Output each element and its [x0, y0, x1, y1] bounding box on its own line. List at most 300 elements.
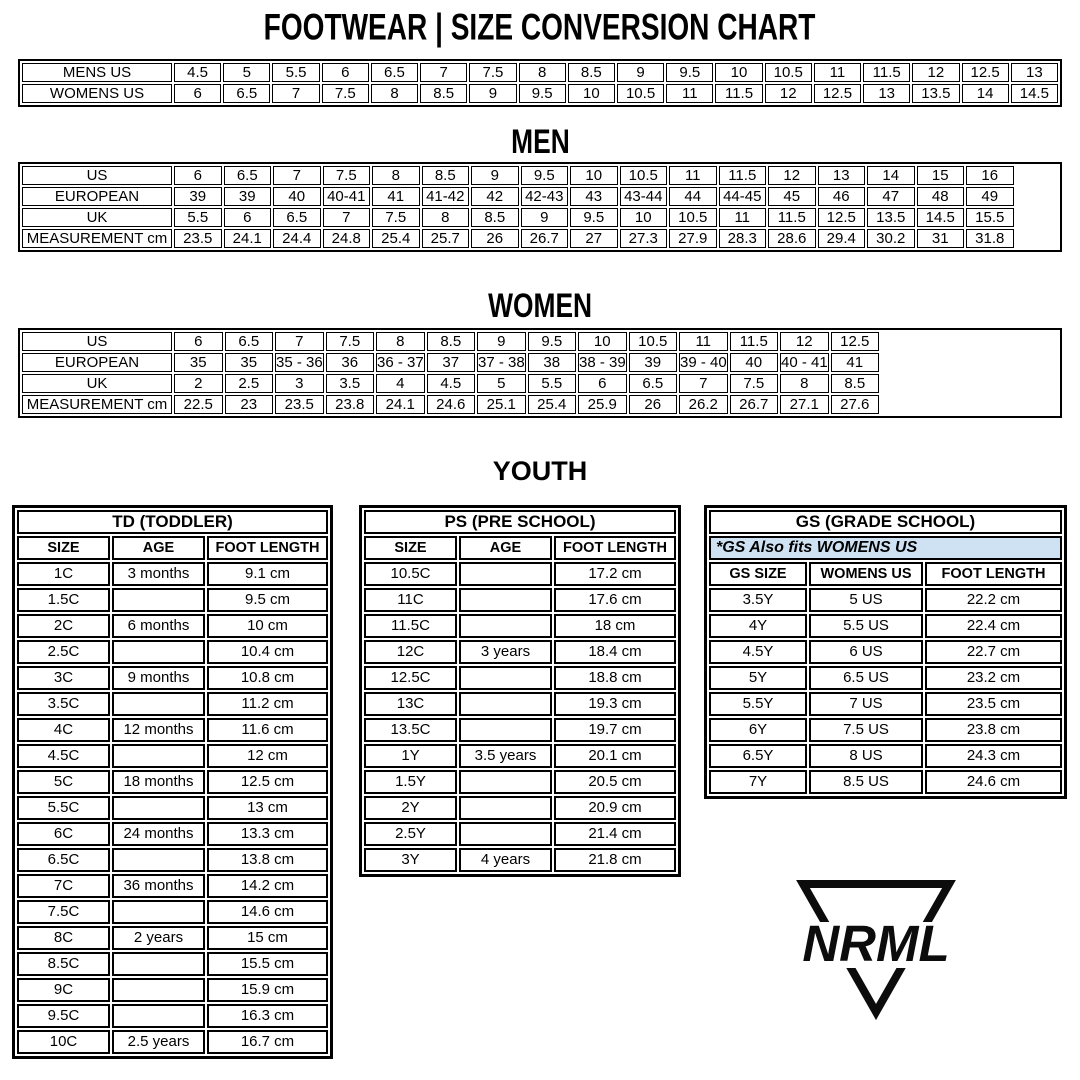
row-label: WOMENS US: [22, 84, 172, 103]
column-header: AGE: [112, 536, 205, 560]
size-value-cell: 42-43: [521, 187, 569, 206]
column-header: FOOT LENGTH: [554, 536, 676, 560]
size-value-cell: 23.8: [326, 395, 375, 414]
nrml-logo-graphic: [793, 874, 963, 1024]
size-value-cell: 11: [814, 63, 861, 82]
size-value-cell: 5C: [17, 770, 110, 794]
size-value-cell: 25.7: [422, 229, 470, 248]
size-value-cell: [459, 614, 552, 638]
table-row: [17, 848, 328, 872]
size-value-cell: 12C: [364, 640, 457, 664]
size-value-cell: 9: [471, 166, 519, 185]
table-title: PS (PRE SCHOOL): [364, 510, 676, 534]
empty-cell: [1016, 166, 1059, 248]
table-row: [17, 900, 328, 924]
table-row: [17, 1030, 328, 1054]
size-value-cell: 8.5 US: [809, 770, 923, 794]
size-value-cell: 18 months: [112, 770, 205, 794]
size-value-cell: 40: [730, 353, 779, 372]
table-title-row: [364, 510, 676, 534]
size-value-cell: 24.6 cm: [925, 770, 1062, 794]
size-value-cell: 23.8 cm: [925, 718, 1062, 742]
size-value-cell: 11.5: [730, 332, 779, 351]
size-value-cell: 14.6 cm: [207, 900, 328, 924]
size-value-cell: 38 - 39: [579, 354, 626, 371]
size-value-cell: 24.4: [273, 229, 321, 248]
size-value-cell: 29.4: [818, 229, 866, 248]
table-row: [709, 718, 1062, 742]
table-row: [364, 718, 676, 742]
table-row: [17, 1004, 328, 1028]
size-value-cell: 27.9: [669, 229, 717, 248]
size-value-cell: 6Y: [709, 718, 807, 742]
size-value-cell: 11.2 cm: [207, 692, 328, 716]
size-value-cell: 9.5: [666, 63, 713, 82]
size-value-cell: 16.7 cm: [207, 1030, 328, 1054]
size-value-cell: 26.2: [679, 395, 728, 414]
size-value-cell: 6.5: [273, 208, 321, 227]
size-value-cell: 6C: [17, 822, 110, 846]
size-value-cell: 13 cm: [207, 796, 328, 820]
table-row: [364, 588, 676, 612]
size-value-cell: [112, 692, 205, 716]
size-value-cell: 10.5: [620, 166, 668, 185]
size-value-cell: 3Y: [364, 848, 457, 872]
size-value-cell: 13.5: [912, 84, 959, 103]
size-value-cell: 7Y: [709, 770, 807, 794]
size-value-cell: 8: [422, 208, 470, 227]
size-value-cell: 41-42: [422, 187, 470, 206]
size-value-cell: 12.5 cm: [207, 770, 328, 794]
size-value-cell: 7.5: [469, 63, 516, 82]
size-value-cell: 21.4 cm: [554, 822, 676, 846]
preschool-size-table: [359, 505, 681, 877]
size-value-cell: 5.5Y: [709, 692, 807, 716]
table-row: [22, 63, 1058, 82]
size-value-cell: 25.1: [477, 395, 526, 414]
row-label: US: [22, 332, 172, 351]
size-value-cell: 2: [174, 374, 223, 393]
nrml-logo: [793, 874, 963, 1024]
size-value-cell: [459, 822, 552, 846]
size-value-cell: 22.5: [174, 395, 223, 414]
toddler-size-table: [12, 505, 333, 1059]
table-row: [22, 84, 1058, 103]
size-value-cell: 37: [427, 353, 476, 372]
table-title-row: [709, 510, 1062, 534]
size-value-cell: 1.5Y: [364, 770, 457, 794]
size-value-cell: 6.5: [225, 332, 274, 351]
size-value-cell: 40 - 41: [781, 354, 828, 371]
size-value-cell: 13.3 cm: [207, 822, 328, 846]
size-value-cell: 10C: [17, 1030, 110, 1054]
size-value-cell: 23: [225, 395, 274, 414]
size-value-cell: 11.5C: [364, 614, 457, 638]
size-value-cell: 19.3 cm: [554, 692, 676, 716]
size-value-cell: 4C: [17, 718, 110, 742]
size-value-cell: 10.5: [669, 208, 717, 227]
table-row: [22, 166, 1058, 185]
table-row: [17, 926, 328, 950]
size-value-cell: 6.5Y: [709, 744, 807, 768]
men-size-table: [18, 162, 1062, 252]
size-value-cell: 6.5 US: [809, 666, 923, 690]
page-title-text: FOOTWEAR | SIZE CONVERSION CHART: [264, 5, 816, 48]
size-value-cell: 39: [224, 187, 272, 206]
table-row: [17, 562, 328, 586]
size-value-cell: 9.5: [519, 84, 566, 103]
size-value-cell: 14.5: [1011, 84, 1058, 103]
column-header: SIZE: [364, 536, 457, 560]
size-value-cell: 20.1 cm: [554, 744, 676, 768]
size-value-cell: 9.5C: [17, 1004, 110, 1028]
men-heading-text: MEN: [510, 121, 570, 162]
size-value-cell: 2Y: [364, 796, 457, 820]
size-value-cell: 1Y: [364, 744, 457, 768]
size-value-cell: 5 US: [809, 588, 923, 612]
table-row: [17, 744, 328, 768]
size-value-cell: 31.8: [966, 229, 1014, 248]
size-value-cell: 15.5 cm: [207, 952, 328, 976]
size-value-cell: 10.5: [629, 332, 678, 351]
size-value-cell: 3.5: [326, 374, 375, 393]
table-row: [17, 614, 328, 638]
size-value-cell: 10.8 cm: [207, 666, 328, 690]
column-header: WOMENS US: [809, 562, 923, 586]
size-value-cell: 44: [669, 187, 717, 206]
table-row: [364, 562, 676, 586]
size-value-cell: 21.8 cm: [554, 848, 676, 872]
table-title-row: [17, 510, 328, 534]
column-header: GS SIZE: [709, 562, 807, 586]
row-label: UK: [22, 374, 172, 393]
row-label: MEASUREMENT cm: [22, 229, 172, 248]
table-row: [17, 874, 328, 898]
size-value-cell: 7.5: [323, 166, 371, 185]
size-value-cell: 12.5C: [364, 666, 457, 690]
size-value-cell: 11.5: [863, 63, 910, 82]
size-value-cell: 36: [326, 353, 375, 372]
size-value-cell: 9: [469, 84, 516, 103]
size-value-cell: 48: [917, 187, 965, 206]
size-value-cell: 28.3: [719, 229, 767, 248]
size-value-cell: 6: [224, 208, 272, 227]
size-value-cell: 8: [376, 332, 425, 351]
size-value-cell: 7: [420, 63, 467, 82]
size-value-cell: 7: [272, 84, 319, 103]
size-value-cell: 7.5: [322, 84, 369, 103]
size-value-cell: [459, 770, 552, 794]
size-value-cell: 11: [666, 84, 713, 103]
table-row: [364, 614, 676, 638]
size-value-cell: 41: [372, 187, 420, 206]
table-row: [364, 666, 676, 690]
size-value-cell: 5.5: [174, 208, 222, 227]
size-value-cell: 19.7 cm: [554, 718, 676, 742]
table-row: [17, 978, 328, 1002]
size-value-cell: 14: [962, 84, 1009, 103]
size-value-cell: 22.2 cm: [925, 588, 1062, 612]
size-value-cell: 8: [371, 84, 418, 103]
size-value-cell: 12: [912, 63, 959, 82]
size-value-cell: 9 months: [112, 666, 205, 690]
size-value-cell: 11.5: [715, 84, 762, 103]
table-row: [709, 666, 1062, 690]
size-value-cell: 36 - 37: [377, 354, 424, 371]
size-value-cell: 9.5: [528, 332, 577, 351]
size-value-cell: [112, 952, 205, 976]
mens-womens-conversion-table: [18, 59, 1062, 107]
row-label: US: [22, 166, 172, 185]
size-value-cell: 7: [679, 374, 728, 393]
size-value-cell: 2.5 years: [112, 1030, 205, 1054]
size-value-cell: 35 - 36: [276, 354, 323, 371]
size-value-cell: 3 years: [459, 640, 552, 664]
size-value-cell: 10.5C: [364, 562, 457, 586]
size-value-cell: 6 months: [112, 614, 205, 638]
size-value-cell: 8.5: [831, 374, 880, 393]
size-value-cell: 42: [471, 187, 519, 206]
size-value-cell: 8.5: [568, 63, 615, 82]
size-value-cell: 8.5: [471, 208, 519, 227]
size-value-cell: 7.5: [730, 374, 779, 393]
size-value-cell: 25.4: [528, 395, 577, 414]
size-value-cell: 24.6: [427, 395, 476, 414]
size-value-cell: 41: [831, 353, 880, 372]
size-value-cell: 12: [765, 84, 812, 103]
size-value-cell: 8: [780, 374, 829, 393]
size-value-cell: 13: [863, 84, 910, 103]
size-value-cell: 47: [867, 187, 915, 206]
size-value-cell: [459, 562, 552, 586]
size-value-cell: 20.9 cm: [554, 796, 676, 820]
row-label: MEASUREMENT cm: [22, 395, 172, 414]
size-value-cell: 27.3: [620, 229, 668, 248]
table-row: [709, 770, 1062, 794]
size-value-cell: 14.5: [917, 208, 965, 227]
size-value-cell: 7: [273, 166, 321, 185]
size-value-cell: 11.5: [719, 166, 767, 185]
size-value-cell: 11: [719, 208, 767, 227]
size-value-cell: 12: [780, 332, 829, 351]
women-section-heading: [0, 285, 1080, 326]
size-value-cell: 11: [679, 332, 728, 351]
size-value-cell: 39 - 40: [680, 354, 727, 371]
size-value-cell: 8.5: [420, 84, 467, 103]
size-value-cell: 24.1: [224, 229, 272, 248]
table-header-row: [709, 562, 1062, 586]
size-value-cell: 12.5: [814, 84, 861, 103]
size-value-cell: 10: [570, 166, 618, 185]
size-value-cell: [112, 744, 205, 768]
size-value-cell: [459, 666, 552, 690]
size-value-cell: 27.6: [831, 395, 880, 414]
size-value-cell: 2 years: [112, 926, 205, 950]
table-row: [22, 187, 1058, 206]
size-value-cell: 8C: [17, 926, 110, 950]
size-value-cell: 11: [669, 166, 717, 185]
size-value-cell: 18.4 cm: [554, 640, 676, 664]
size-value-cell: 5.5: [528, 374, 577, 393]
table-header-row: [364, 536, 676, 560]
column-header: AGE: [459, 536, 552, 560]
size-value-cell: 24 months: [112, 822, 205, 846]
size-value-cell: 6: [174, 332, 223, 351]
size-value-cell: [112, 900, 205, 924]
size-value-cell: 8: [519, 63, 566, 82]
table-row: [17, 666, 328, 690]
size-value-cell: 12.5: [818, 208, 866, 227]
size-value-cell: 20.5 cm: [554, 770, 676, 794]
column-header: FOOT LENGTH: [925, 562, 1062, 586]
table-row: [709, 744, 1062, 768]
women-size-table: [18, 328, 1062, 418]
size-value-cell: 40: [273, 187, 321, 206]
size-value-cell: 3 months: [112, 562, 205, 586]
size-value-cell: 43: [570, 187, 618, 206]
size-value-cell: 8 US: [809, 744, 923, 768]
size-value-cell: 6: [578, 374, 627, 393]
table-row: [364, 744, 676, 768]
row-label: EUROPEAN: [22, 353, 172, 372]
size-value-cell: [459, 718, 552, 742]
size-value-cell: 4.5: [174, 63, 221, 82]
size-value-cell: 15.9 cm: [207, 978, 328, 1002]
size-value-cell: 10.5: [765, 63, 812, 82]
size-value-cell: 2C: [17, 614, 110, 638]
size-value-cell: 43-44: [620, 187, 668, 206]
size-value-cell: 5.5 US: [809, 614, 923, 638]
size-value-cell: 7.5C: [17, 900, 110, 924]
youth-section-heading: [0, 456, 1080, 487]
logo-text: NRML: [802, 915, 950, 972]
size-value-cell: 22.4 cm: [925, 614, 1062, 638]
size-value-cell: 10 cm: [207, 614, 328, 638]
size-value-cell: 12.5: [831, 332, 880, 351]
table-header-row: [17, 536, 328, 560]
size-value-cell: 6 US: [809, 640, 923, 664]
size-value-cell: 5.5C: [17, 796, 110, 820]
size-value-cell: 13: [1011, 63, 1058, 82]
size-value-cell: 10: [568, 84, 615, 103]
size-value-cell: 25.9: [578, 395, 627, 414]
size-value-cell: 3.5Y: [709, 588, 807, 612]
size-value-cell: 18.8 cm: [554, 666, 676, 690]
youth-heading-text: YOUTH: [492, 456, 588, 486]
size-value-cell: 15: [917, 166, 965, 185]
size-value-cell: 5Y: [709, 666, 807, 690]
size-value-cell: 8.5: [427, 332, 476, 351]
size-value-cell: [459, 692, 552, 716]
size-value-cell: 9: [617, 63, 664, 82]
size-value-cell: 2.5Y: [364, 822, 457, 846]
size-value-cell: 9.1 cm: [207, 562, 328, 586]
table-row: [17, 822, 328, 846]
size-value-cell: 12: [768, 166, 816, 185]
size-value-cell: 2.5C: [17, 640, 110, 664]
size-value-cell: 17.6 cm: [554, 588, 676, 612]
size-value-cell: 28.6: [768, 229, 816, 248]
size-value-cell: 17.2 cm: [554, 562, 676, 586]
size-value-cell: 7: [323, 208, 371, 227]
size-value-cell: 7C: [17, 874, 110, 898]
size-value-cell: 31: [917, 229, 965, 248]
size-value-cell: 1.5C: [17, 588, 110, 612]
size-value-cell: 18 cm: [554, 614, 676, 638]
size-value-cell: 6.5: [629, 374, 678, 393]
table-row: [22, 229, 1058, 248]
size-value-cell: 6.5: [224, 166, 272, 185]
size-value-cell: 26.7: [521, 229, 569, 248]
table-row: [17, 692, 328, 716]
size-value-cell: 16: [966, 166, 1014, 185]
table-row: [17, 718, 328, 742]
size-value-cell: [112, 588, 205, 612]
size-value-cell: 9.5 cm: [207, 588, 328, 612]
size-value-cell: 13.8 cm: [207, 848, 328, 872]
size-value-cell: 4 years: [459, 848, 552, 872]
size-value-cell: 9: [477, 332, 526, 351]
size-value-cell: 2.5: [225, 374, 274, 393]
table-row: [364, 848, 676, 872]
size-value-cell: 35: [225, 353, 274, 372]
size-value-cell: 23.5: [174, 229, 222, 248]
page-title: [0, 5, 1080, 48]
size-value-cell: 24.1: [376, 395, 425, 414]
size-value-cell: 22.7 cm: [925, 640, 1062, 664]
gradeschool-size-table: [704, 505, 1067, 799]
size-value-cell: 27.1: [780, 395, 829, 414]
size-value-cell: 5: [477, 374, 526, 393]
size-value-cell: 10: [620, 208, 668, 227]
size-value-cell: 36 months: [112, 874, 205, 898]
size-value-cell: 35: [174, 353, 223, 372]
size-value-cell: 10.5: [617, 84, 664, 103]
size-value-cell: 45: [768, 187, 816, 206]
size-value-cell: 6: [174, 166, 222, 185]
table-row: [17, 588, 328, 612]
size-value-cell: 9.5: [521, 166, 569, 185]
size-value-cell: 8.5: [422, 166, 470, 185]
table-row: [364, 692, 676, 716]
size-value-cell: 13C: [364, 692, 457, 716]
size-value-cell: 4Y: [709, 614, 807, 638]
size-value-cell: 3.5 years: [459, 744, 552, 768]
column-header: FOOT LENGTH: [207, 536, 328, 560]
size-value-cell: 7 US: [809, 692, 923, 716]
size-value-cell: 15 cm: [207, 926, 328, 950]
size-value-cell: 14.2 cm: [207, 874, 328, 898]
size-value-cell: 9C: [17, 978, 110, 1002]
empty-cell: [881, 332, 1058, 414]
size-value-cell: [459, 588, 552, 612]
size-value-cell: 44-45: [719, 187, 767, 206]
size-value-cell: 3.5C: [17, 692, 110, 716]
size-value-cell: [112, 978, 205, 1002]
size-value-cell: 24.3 cm: [925, 744, 1062, 768]
size-value-cell: 40-41: [323, 187, 371, 206]
size-value-cell: 5.5: [272, 63, 319, 82]
table-row: [17, 640, 328, 664]
size-value-cell: 4: [376, 374, 425, 393]
size-value-cell: [459, 796, 552, 820]
table-row: [17, 770, 328, 794]
size-value-cell: 11.6 cm: [207, 718, 328, 742]
table-note-row: [709, 536, 1062, 560]
size-value-cell: 16.3 cm: [207, 1004, 328, 1028]
size-value-cell: 37 - 38: [478, 354, 525, 371]
size-value-cell: 12 cm: [207, 744, 328, 768]
